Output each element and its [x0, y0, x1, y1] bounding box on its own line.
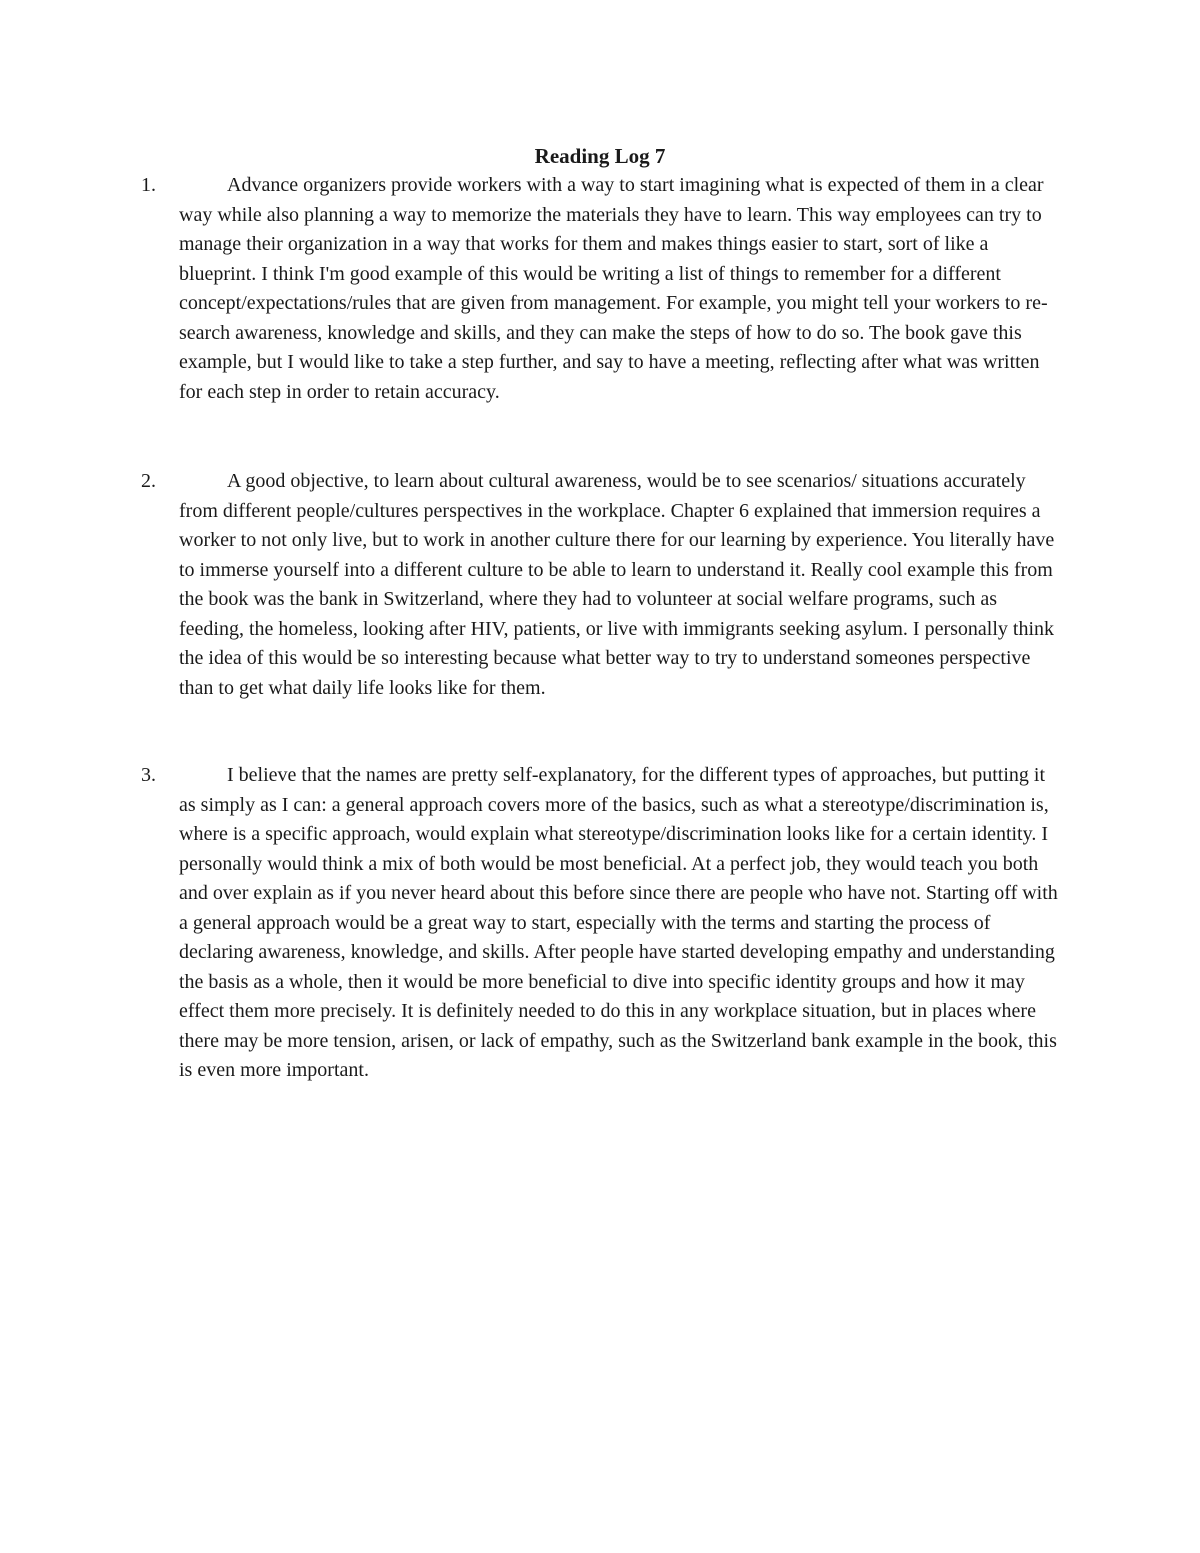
- list-item-text: I believe that the names are pretty self-explanatory, for the different types of approaches, but putting it as simply as I can: a general approach covers more of the basics, such as what a stereotype/discrimination is, where is a specific approach, would explain what stereotype/discrimination looks like for a certain identity. I personally would think a mix of both would be most beneficial. At a perfect job, they would teach you both and over explain as if you never heard about this before since there are people who have not. Starting off with a general approach would be a great way to start, especially with the terms and starting the process of declaring awareness, knowledge, and skills. After people have started developing empathy and understanding the basis as a whole, then it would be more beneficial to dive into specific identity groups and how it may effect them more precisely. It is definitely needed to do this in any workplace situation, but in places where there may be more tension, arisen, or lack of empathy, such as the Switzerland bank example in the book, this is even more important.: [179, 764, 1058, 1081]
- list-item-number: 3.: [141, 764, 156, 786]
- list-item: [141, 467, 1066, 703]
- list-item: [141, 761, 1066, 1086]
- list-item-text: A good objective, to learn about cultural awareness, would be to see scenarios/ situations accurately from different people/cultures perspectives in the workplace. Chapter 6 explained that immersion requires a worker to not only live, but to work in another culture there for our learning by experience. You literally have to immerse yourself into a different culture to be able to learn to understand it. Really cool example this from the book was the bank in Switzerland, where they had to volunteer at social welfare programs, such as feeding, the homeless, looking after HIV, patients, or live with immigrants seeking asylum. I personally think the idea of this would be so interesting because what better way to try to understand someones perspective than to get what daily life looks like for them.: [179, 470, 1055, 699]
- list-item-number: 1.: [141, 174, 156, 196]
- list-item: [141, 171, 1066, 407]
- list-item-text: Advance organizers provide workers with a way to start imagining what is expected of them in a clear way while also planning a way to memorize the materials they have to learn. This way employees can try to manage their organization in a way that works for them and makes things easier to start, sort of like a blueprint. I think I'm good example of this would be writing a list of things to remember for a different concept/expectations/rules that are given from management. For example, you might tell your workers to re-search awareness, knowledge and skills, and they can make the steps of how to do so. The book gave this example, but I would like to take a step further, and say to have a meeting, reflecting after what was written for each step in order to retain accuracy.: [179, 174, 1048, 403]
- list-item-number: 2.: [141, 470, 156, 492]
- document-title: Reading Log 7: [534, 144, 666, 168]
